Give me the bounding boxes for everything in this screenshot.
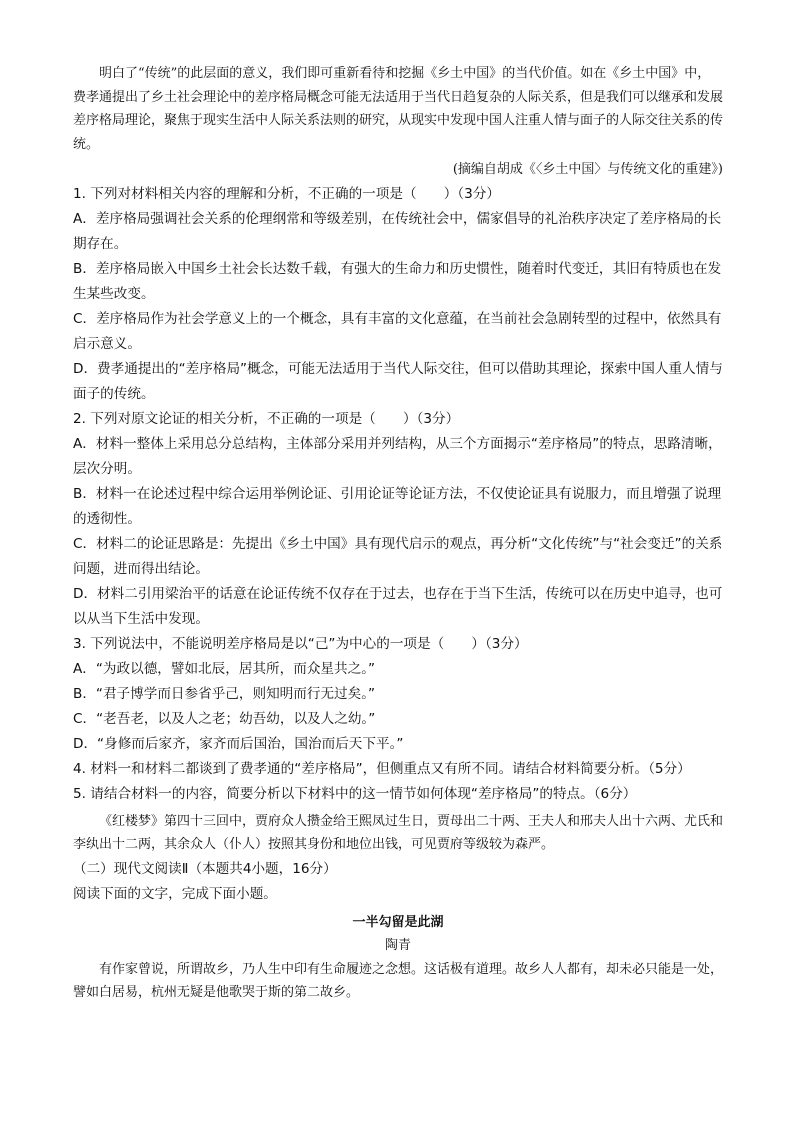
article-title: 一半勾留是此湖 — [352, 914, 444, 930]
question-stem: 5. 请结合材料一的内容，简要分析以下材料中的这一情节如何体现“差序格局”的特点。（6分） — [73, 785, 637, 802]
option-a: A．材料一整体上采用总分总结构，主体部分采用并列结构，从三个方面揭示“差序格局”的特点，思路清晰，层次分明。 — [73, 435, 722, 477]
article-author: 陶青 — [384, 938, 411, 953]
option-c: C．材料二的论证思路是：先提出《乡土中国》具有现代启示的观点，再分析“文化传统”与“社会变迁”的关系问题，进而得出结论。 — [73, 535, 723, 577]
question-3 — [73, 632, 723, 757]
option-b: B．差序格局嵌入中国乡土社会长达数千载，有强大的生命力和历史惯性，随着时代变迁，其旧有特质也在发生某些改变。 — [73, 260, 722, 302]
option-a: A．“为政以德，譬如北辰，居其所，而众星共之。” — [73, 660, 376, 677]
question-2 — [73, 407, 723, 632]
question-stem: 4. 材料一和材料二都谈到了费孝通的“差序格局”，但侧重点又有所不同。请结合材料简要分析。（5分） — [73, 760, 691, 777]
option-d: D．费孝通提出的“差序格局”概念，可能无法适用于当代人际交往，但可以借助其理论，探索中国人重人情与面子的传统。 — [73, 360, 723, 402]
option-c: C．差序格局作为社会学意义上的一个概念，具有丰富的文化意蕴，在当前社会急剧转型的过程中，依然具有启示意义。 — [73, 310, 722, 352]
question-stem: 3. 下列说法中，不能说明差序格局是以“己”为中心的一项是（ ）（3分） — [73, 635, 528, 652]
question-5 — [73, 782, 723, 807]
question-4 — [73, 757, 723, 782]
option-d: D．材料二引用梁治平的话意在论证传统不仅存在于过去，也存在于当下生活，传统可以在历史中追寻，也可以从当下生活中发现。 — [73, 585, 723, 627]
option-a: A．差序格局强调社会关系的伦理纲常和等级差别，在传统社会中，儒家倡导的礼治秩序决定了差序格局的长期存在。 — [73, 210, 722, 252]
question-stem: 1. 下列对材料相关内容的理解和分析，不正确的一项是（ ）（3分） — [73, 185, 500, 202]
section-heading: （二）现代文阅读Ⅱ（本题共4小题，16分） — [73, 860, 337, 877]
option-c: C．“老吾老，以及人之老；幼吾幼，以及人之幼。” — [73, 710, 376, 727]
document-page — [73, 62, 723, 1005]
instruction: 阅读下面的文字，完成下面小题。 — [73, 885, 277, 902]
question-1 — [73, 182, 723, 407]
question-stem: 2. 下列对原文论证的相关分析，不正确的一项是（ ）（3分） — [73, 410, 460, 427]
option-b: B．材料一在论述过程中综合运用举例论证、引用论证等论证方法，不仅使论证具有说服力，而且增强了说理的透彻性。 — [73, 485, 722, 527]
option-d: D．“身修而后家齐，家齐而后国治，国治而后天下平。” — [73, 735, 404, 752]
option-b: B．“君子博学而日参省乎己，则知明而行无过矣。” — [73, 685, 376, 702]
source-citation: (摘编自胡成《〈乡土中国〉与传统文化的重建》) — [452, 162, 723, 177]
intro-paragraph: 明白了“传统”的此层面的意义，我们即可重新看待和挖掘《乡土中国》的当代价值。如在《乡土中国》中，费孝通提出了乡土社会理论中的差序格局概念可能无法适用于当代日趋复杂的人际关系，但是我们可以继承和发展差序格局理论，聚焦于现实生活中人际关系法则的研究，从现实中发现中国人注重人情与面子的人际交往关系的传统。 — [73, 66, 724, 152]
article-paragraph: 有作家曾说，所谓故乡，乃人生中印有生命履迹之念想。这话极有道理。故乡人人都有，却未必只能是一处，譬如白居易，杭州无疑是他歌哭于斯的第二故乡。 — [73, 961, 724, 1000]
q5-material: 《红楼梦》第四十三回中，贾府众人攒金给王熙凤过生日，贾母出二十两、王夫人和邢夫人出十六两、尤氏和李纨出十二两，其余众人（仆人）按照其身份和地位出钱，可见贾府等级较为森严。 — [73, 813, 724, 852]
